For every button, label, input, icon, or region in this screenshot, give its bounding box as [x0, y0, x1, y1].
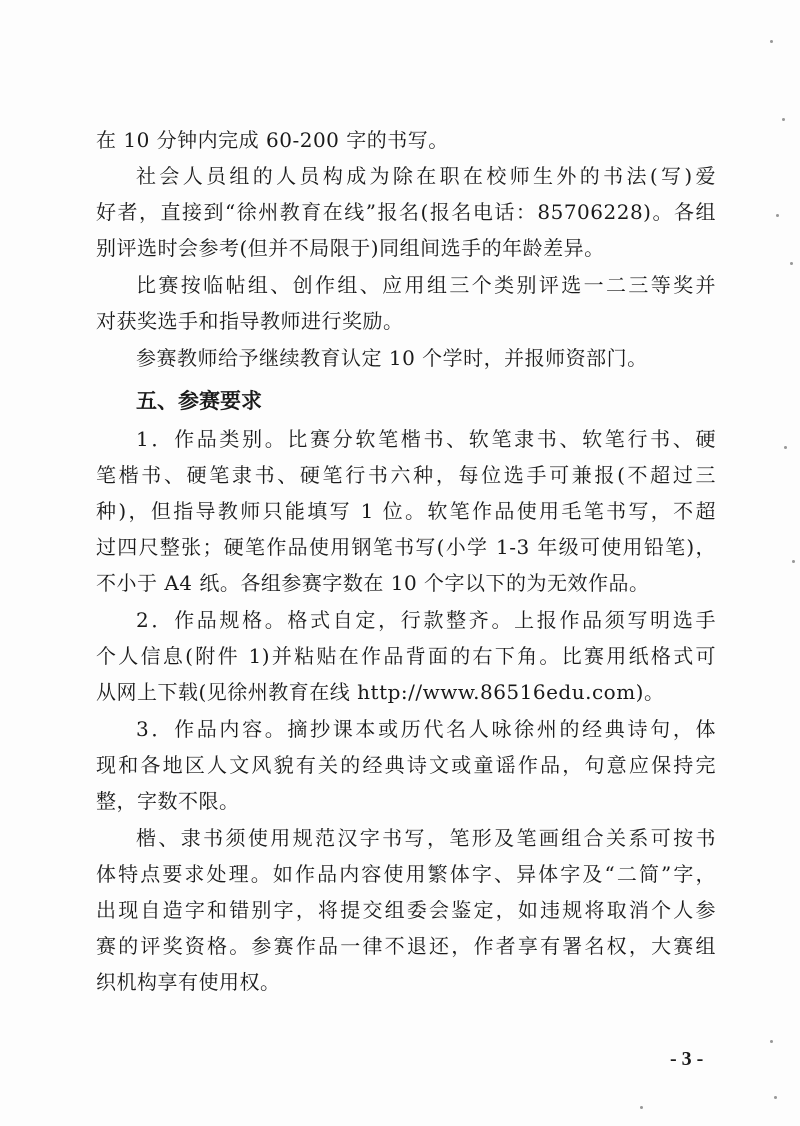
section-heading: 五、参赛要求	[136, 389, 262, 413]
scan-speck	[770, 1040, 773, 1043]
paragraph-line: 不小于 A4 纸。各组参赛字数在 10 个字以下的为无效作品。	[96, 571, 650, 595]
scan-speck	[784, 446, 787, 449]
page-number: - 3 -	[670, 1048, 704, 1070]
scan-speck	[776, 214, 779, 217]
paragraph-line: 织机构享有使用权。	[96, 970, 281, 994]
paragraph-line: 种)，但指导教师只能填写 1 位。软笔作品使用毛笔书写，不超	[96, 499, 716, 523]
paragraph-line: 别评选时会参考(但并不局限于)同组间选手的年龄差异。	[96, 236, 605, 260]
scan-speck	[792, 560, 795, 563]
paragraph-line: 从网上下载(见徐州教育在线 http://www.86516edu.com)。	[96, 680, 665, 704]
paragraph-line: 1．作品类别。比赛分软笔楷书、软笔隶书、软笔行书、硬	[136, 427, 716, 451]
paragraph-line: 体特点要求处理。如作品内容使用繁体字、异体字及“二简”字，	[96, 862, 716, 886]
paragraph-line: 在 10 分钟内完成 60-200 字的书写。	[96, 128, 449, 152]
paragraph-line: 赛的评奖资格。参赛作品一律不退还，作者享有署名权，大赛组	[96, 934, 716, 958]
paragraph-line: 比赛按临帖组、创作组、应用组三个类别评选一二三等奖并	[136, 273, 716, 297]
paragraph-line: 对获奖选手和指导教师进行奖励。	[96, 309, 404, 333]
paragraph-line: 个人信息(附件 1)并粘贴在作品背面的右下角。比赛用纸格式可	[96, 644, 716, 668]
paragraph-line: 出现自造字和错别字，将提交组委会鉴定，如违规将取消个人参	[96, 898, 716, 922]
paragraph-line: 好者，直接到“徐州教育在线”报名(报名电话：85706228)。各组	[96, 200, 716, 224]
scan-speck	[640, 1106, 643, 1109]
paragraph-line: 社会人员组的人员构成为除在职在校师生外的书法(写)爱	[136, 164, 716, 188]
paragraph-line: 过四尺整张；硬笔作品使用钢笔书写(小学 1-3 年级可使用铅笔)，	[96, 535, 716, 559]
paragraph-line: 参赛教师给予继续教育认定 10 个学时，并报师资部门。	[136, 346, 648, 370]
scan-speck	[782, 118, 785, 121]
paragraph-line: 现和各地区人文风貌有关的经典诗文或童谣作品，句意应保持完	[96, 753, 716, 777]
paragraph-line: 2．作品规格。格式自定，行款整齐。上报作品须写明选手	[136, 608, 716, 632]
scan-speck	[770, 40, 773, 43]
paragraph-line: 楷、隶书须使用规范汉字书写，笔形及笔画组合关系可按书	[136, 826, 716, 850]
scan-speck	[790, 262, 793, 265]
paragraph-line: 整，字数不限。	[96, 789, 240, 813]
scan-speck	[774, 1096, 777, 1099]
paragraph-line: 笔楷书、硬笔隶书、硬笔行书六种，每位选手可兼报(不超过三	[96, 463, 716, 487]
paragraph-line: 3．作品内容。摘抄课本或历代名人咏徐州的经典诗句，体	[136, 717, 716, 741]
